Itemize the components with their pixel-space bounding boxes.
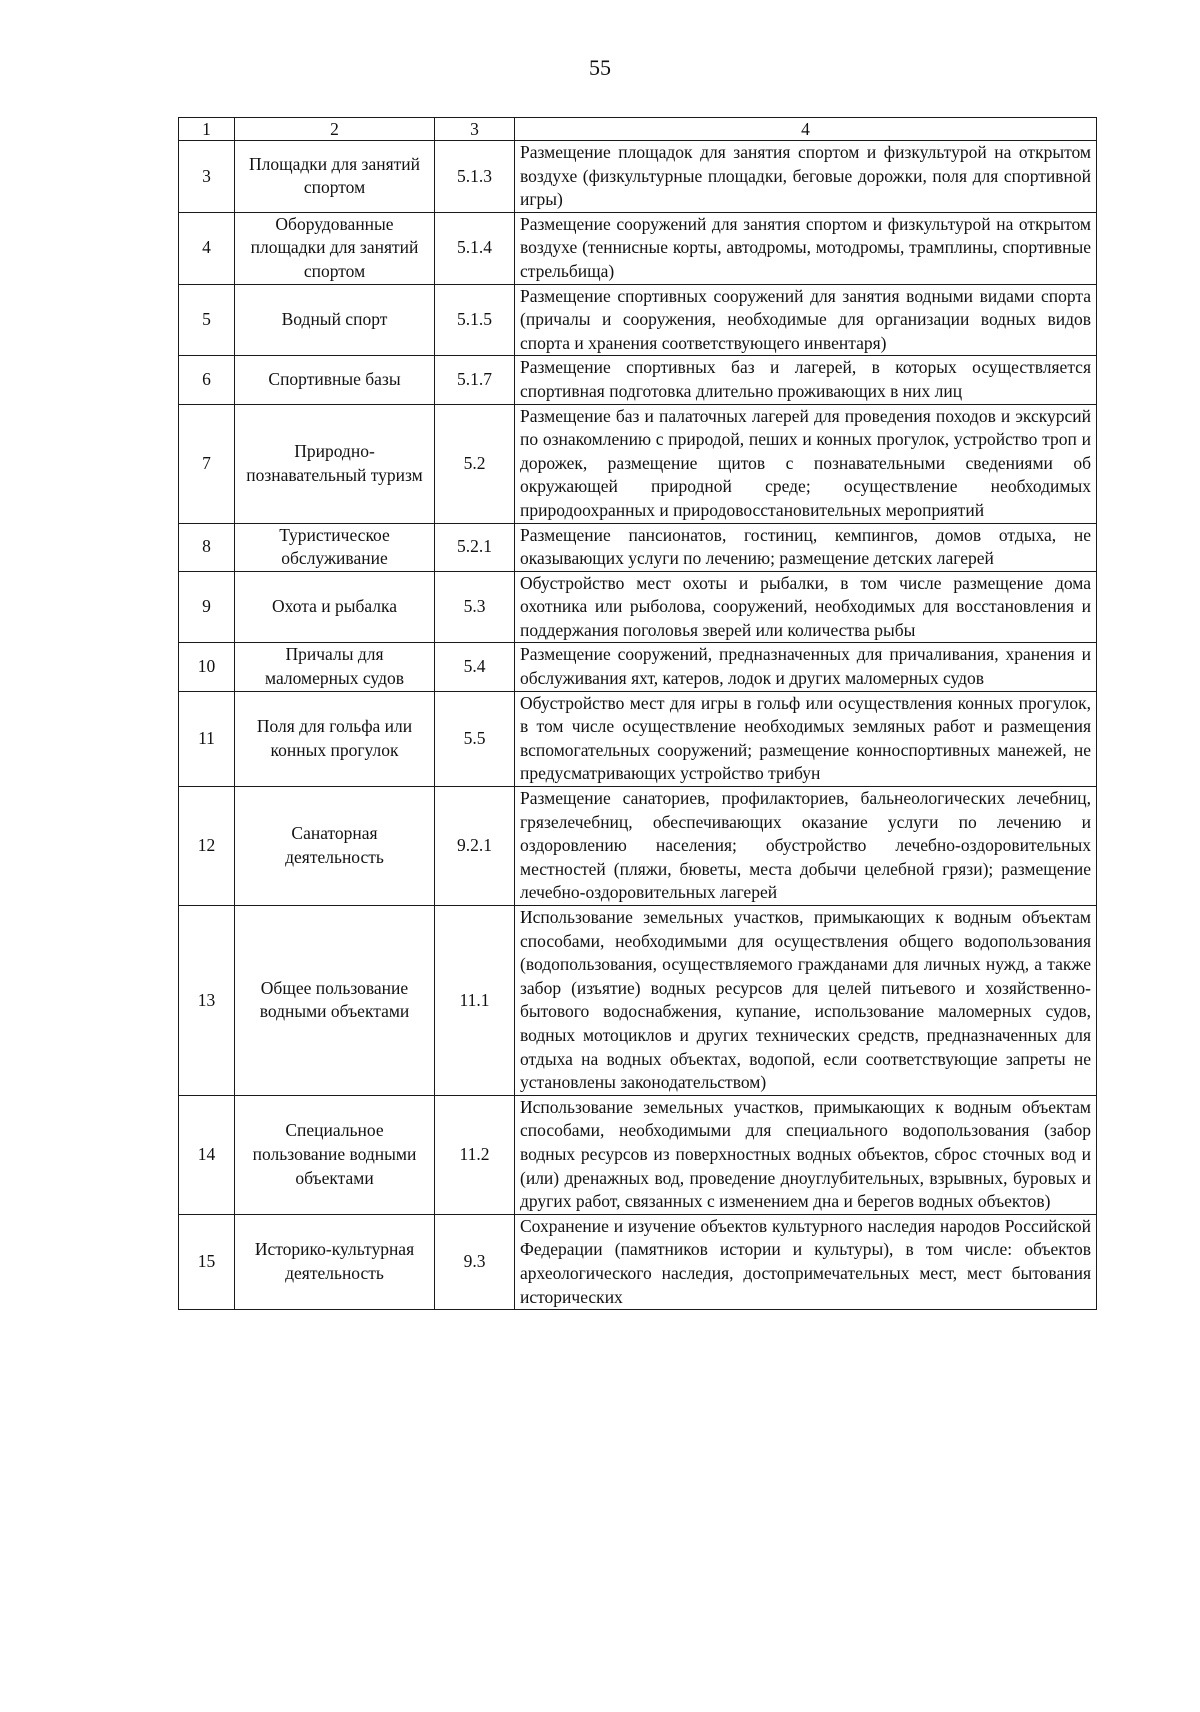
land-use-description: Размещение баз и палаточных лагерей для проведения походов и экскурсий по ознакомлению с природой, пеших и конных прогулок, устройство троп и дорожек, размещение щитов с познавательными сведениями об окружающей природной среде; осуществление необходимых природоохранных и природовосстановительных мероприятий	[515, 404, 1097, 523]
land-use-code: 5.1.3	[435, 141, 515, 213]
land-use-code: 5.2	[435, 404, 515, 523]
table-row	[179, 212, 1097, 284]
land-use-code: 5.2.1	[435, 523, 515, 571]
table-row	[179, 691, 1097, 786]
land-use-description: Сохранение и изучение объектов культурного наследия народов Российской Федерации (памятников истории и культуры), в том числе: объектов археологического наследия, достопримечательных мест, мест бытования исторических	[515, 1214, 1097, 1309]
land-use-name: Водный спорт	[235, 284, 435, 356]
row-number: 15	[179, 1214, 235, 1309]
table-row	[179, 1095, 1097, 1214]
row-number: 4	[179, 212, 235, 284]
land-use-description: Обустройство мест для игры в гольф или осуществления конных прогулок, в том числе осуществление необходимых земляных работ и размещения вспомогательных сооружений; размещение конноспортивных манежей, не предусматривающих устройство трибун	[515, 691, 1097, 786]
land-use-name: Историко-культурная деятельность	[235, 1214, 435, 1309]
table-row	[179, 643, 1097, 691]
land-use-name: Охота и рыбалка	[235, 571, 435, 643]
land-use-code: 5.4	[435, 643, 515, 691]
table-row	[179, 571, 1097, 643]
land-use-code: 5.1.5	[435, 284, 515, 356]
table-row	[179, 404, 1097, 523]
header-col-1: 1	[179, 118, 235, 141]
land-use-description: Размещение спортивных сооружений для занятия водными видами спорта (причалы и сооружения, необходимые для организации водных видов спорта и хранения соответствующего инвентаря)	[515, 284, 1097, 356]
land-use-name: Специальное пользование водными объектами	[235, 1095, 435, 1214]
land-use-code: 5.3	[435, 571, 515, 643]
row-number: 8	[179, 523, 235, 571]
row-number: 9	[179, 571, 235, 643]
row-number: 3	[179, 141, 235, 213]
table-row	[179, 787, 1097, 906]
table-row	[179, 356, 1097, 404]
land-use-description: Размещение пансионатов, гостиниц, кемпингов, домов отдыха, не оказывающих услуги по лечению; размещение детских лагерей	[515, 523, 1097, 571]
land-use-code: 9.2.1	[435, 787, 515, 906]
land-use-description: Размещение площадок для занятия спортом и физкультурой на открытом воздухе (физкультурные площадки, беговые дорожки, поля для спортивной игры)	[515, 141, 1097, 213]
table-header-row	[179, 118, 1097, 141]
land-use-code: 9.3	[435, 1214, 515, 1309]
header-col-2: 2	[235, 118, 435, 141]
table-row	[179, 1214, 1097, 1309]
land-use-name: Оборудованные площадки для занятий спортом	[235, 212, 435, 284]
land-use-name: Туристическое обслуживание	[235, 523, 435, 571]
land-use-description: Размещение сооружений, предназначенных для причаливания, хранения и обслуживания яхт, катеров, лодок и других маломерных судов	[515, 643, 1097, 691]
table-row	[179, 284, 1097, 356]
land-use-code: 5.1.4	[435, 212, 515, 284]
header-col-4: 4	[515, 118, 1097, 141]
land-use-description: Обустройство мест охоты и рыбалки, в том числе размещение дома охотника или рыболова, сооружений, необходимых для восстановления и поддержания поголовья зверей или количества рыбы	[515, 571, 1097, 643]
land-use-description: Размещение санаториев, профилакториев, бальнеологических лечебниц, грязелечебниц, обеспечивающих оказание услуги по лечению и оздоровлению населения; обустройство лечебно-оздоровительных местностей (пляжи, бюветы, места добычи целебной грязи); размещение лечебно-оздоровительных лагерей	[515, 787, 1097, 906]
land-use-code: 11.2	[435, 1095, 515, 1214]
table-row	[179, 906, 1097, 1096]
land-use-code: 5.5	[435, 691, 515, 786]
land-use-name: Поля для гольфа или конных прогулок	[235, 691, 435, 786]
land-use-name: Природно-познавательный туризм	[235, 404, 435, 523]
row-number: 12	[179, 787, 235, 906]
land-use-description: Размещение спортивных баз и лагерей, в которых осуществляется спортивная подготовка длительно проживающих в них лиц	[515, 356, 1097, 404]
land-use-code: 11.1	[435, 906, 515, 1096]
land-use-description: Использование земельных участков, примыкающих к водным объектам способами, необходимыми для специального водопользования (забор водных ресурсов из поверхностных водных объектов, сброс сточных вод и (или) дренажных вод, проведение дноуглубительных, взрывных, буровых и других работ, связанных с изменением дна и берегов водных объектов)	[515, 1095, 1097, 1214]
row-number: 13	[179, 906, 235, 1096]
row-number: 10	[179, 643, 235, 691]
land-use-description: Размещение сооружений для занятия спортом и физкультурой на открытом воздухе (теннисные корты, автодромы, мотодромы, трамплины, спортивные стрельбища)	[515, 212, 1097, 284]
land-use-name: Общее пользование водными объектами	[235, 906, 435, 1096]
row-number: 7	[179, 404, 235, 523]
row-number: 6	[179, 356, 235, 404]
header-col-3: 3	[435, 118, 515, 141]
land-use-name: Причалы для маломерных судов	[235, 643, 435, 691]
page-number: 55	[589, 55, 611, 80]
land-use-name: Площадки для занятий спортом	[235, 141, 435, 213]
row-number: 14	[179, 1095, 235, 1214]
row-number: 11	[179, 691, 235, 786]
land-use-description: Использование земельных участков, примыкающих к водным объектам способами, необходимыми для осуществления общего водопользования (водопользования, осуществляемого гражданами для личных нужд, а также забор (изъятие) водных ресурсов для целей питьевого и хозяйственно-бытового водоснабжения, купание, использование маломерных судов, водных мотоциклов и других технических средств, предназначенных для отдыха на водных объектах, водопой, если соответствующие запреты не установлены законодательством)	[515, 906, 1097, 1096]
row-number: 5	[179, 284, 235, 356]
land-use-table	[178, 117, 1097, 1310]
land-use-code: 5.1.7	[435, 356, 515, 404]
land-use-name: Спортивные базы	[235, 356, 435, 404]
land-use-name: Санаторная деятельность	[235, 787, 435, 906]
table-row	[179, 141, 1097, 213]
table-row	[179, 523, 1097, 571]
